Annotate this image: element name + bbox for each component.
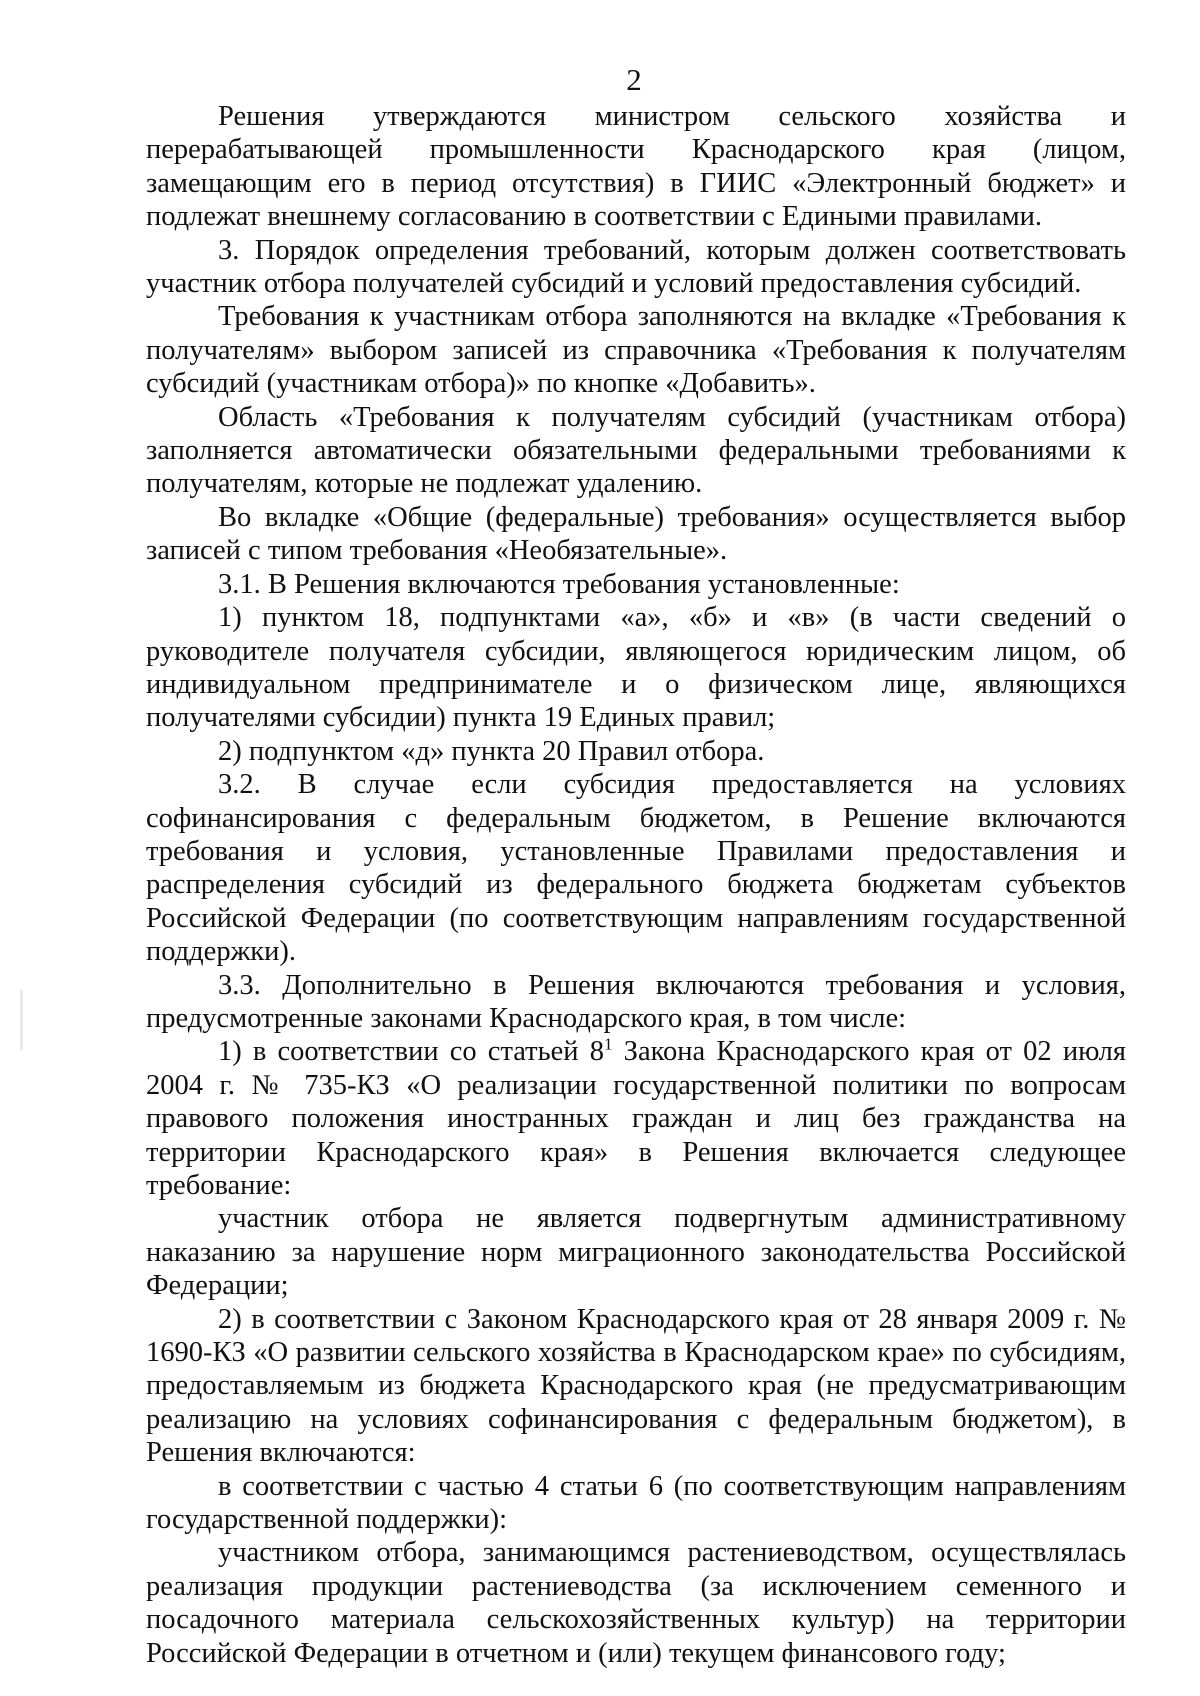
paragraph-3-2: 3.2. В случае если субсидия предоставляется на условиях софинансирования с федеральным бюджетом, в Решение включаются требования и условия, установленные Правилами предоставления и распределения субсидий из федерального бюджета бюджетам субъектов Российской Федерации (по соответствующим направлениям государственной поддержки). — [146, 769, 1126, 968]
document-body — [146, 100, 1126, 1670]
paragraph-crop-production: участником отбора, занимающимся растениеводством, осуществлялась реализация продукции растениеводства (за исключением семенного и посадочного материала сельскохозяйственных культур) на территории Российской Федерации в отчетном и (или) текущем финансового году; — [146, 1537, 1126, 1669]
paragraph-approval: Решения утверждаются министром сельского хозяйства и перерабатывающей промышленности Краснодарского края (лицом, замещающим его в период отсутствия) в ГИИС «Электронный бюджет» и подлежат внешнему согласованию в соответствии с Едиными правилами. — [146, 101, 1126, 233]
paragraph-3-1: 3.1. В Решения включаются требования установленные: — [218, 568, 900, 600]
paragraph-3-1-item-2: 2) подпунктом «д» пункта 20 Правил отбора. — [218, 735, 765, 767]
paragraph-3-1-item-1: 1) пунктом 18, подпунктами «а», «б» и «в» (в части сведений о руководителе получателя субсидии, являющегося юридическим лицом, об индивидуальном предпринимателе и о физическом лице, являющихся получателями субсидии) пункта 19 Единых правил; — [146, 602, 1126, 734]
paragraph-3-3: 3.3. Дополнительно в Решения включаются требования и условия, предусмотренные законами Краснодарского края, в том числе: — [146, 969, 1126, 1034]
scan-artifact — [20, 990, 23, 1050]
item-1-text-end: Закона Краснодарского края от 02 июля 2004 г. № 735-КЗ «О реализации государственной политики по вопросам правового положения иностранных граждан и лиц без гражданства на территории Краснодарского края» в Решения включается следующее требование: — [146, 1036, 1127, 1201]
paragraph-3-3-item-2: 2) в соответствии с Законом Краснодарского края от 28 января 2009 г. № 1690-КЗ «О развитии сельского хозяйства в Краснодарском крае» по субсидиям, предоставляемым из бюджета Краснодарского края (не предусматривающим реализацию на условиях софинансирования с федеральным бюджетом), в Решения включаются: — [146, 1303, 1126, 1469]
paragraph-part-4-article-6: в соответствии с частью 4 статьи 6 (по соответствующим направлениям государственной поддержки): — [146, 1470, 1126, 1536]
paragraph-federal-tab: Во вкладке «Общие (федеральные) требования» осуществляется выбор записей с типом требования «Необязательные». — [146, 501, 1126, 567]
page-number: 2 — [626, 62, 642, 97]
paragraph-3-3-item-1 — [146, 1035, 1126, 1202]
paragraph-requirements-area: Область «Требования к получателям субсидий (участникам отбора) заполняется автоматически обязательными федеральными требованиями к получателям, которые не подлежат удалению. — [146, 401, 1126, 500]
paragraph-requirements-tab: Требования к участникам отбора заполняются на вкладке «Требования к получателям» выбором записей из справочника «Требования к получателям субсидий (участникам отбора)» по кнопке «Добавить». — [146, 301, 1126, 400]
article-superscript: 1 — [603, 1034, 613, 1054]
paragraph-migration-requirement: участник отбора не является подвергнутым административному наказанию за нарушение норм миграционного законодательства Российской Федерации; — [146, 1203, 1126, 1302]
item-1-text-start: 1) в соответствии со статьей 8 — [218, 1036, 604, 1068]
paragraph-section-3-heading: 3. Порядок определения требований, которым должен соответствовать участник отбора получателей субсидий и условий предоставления субсидий. — [146, 234, 1126, 300]
